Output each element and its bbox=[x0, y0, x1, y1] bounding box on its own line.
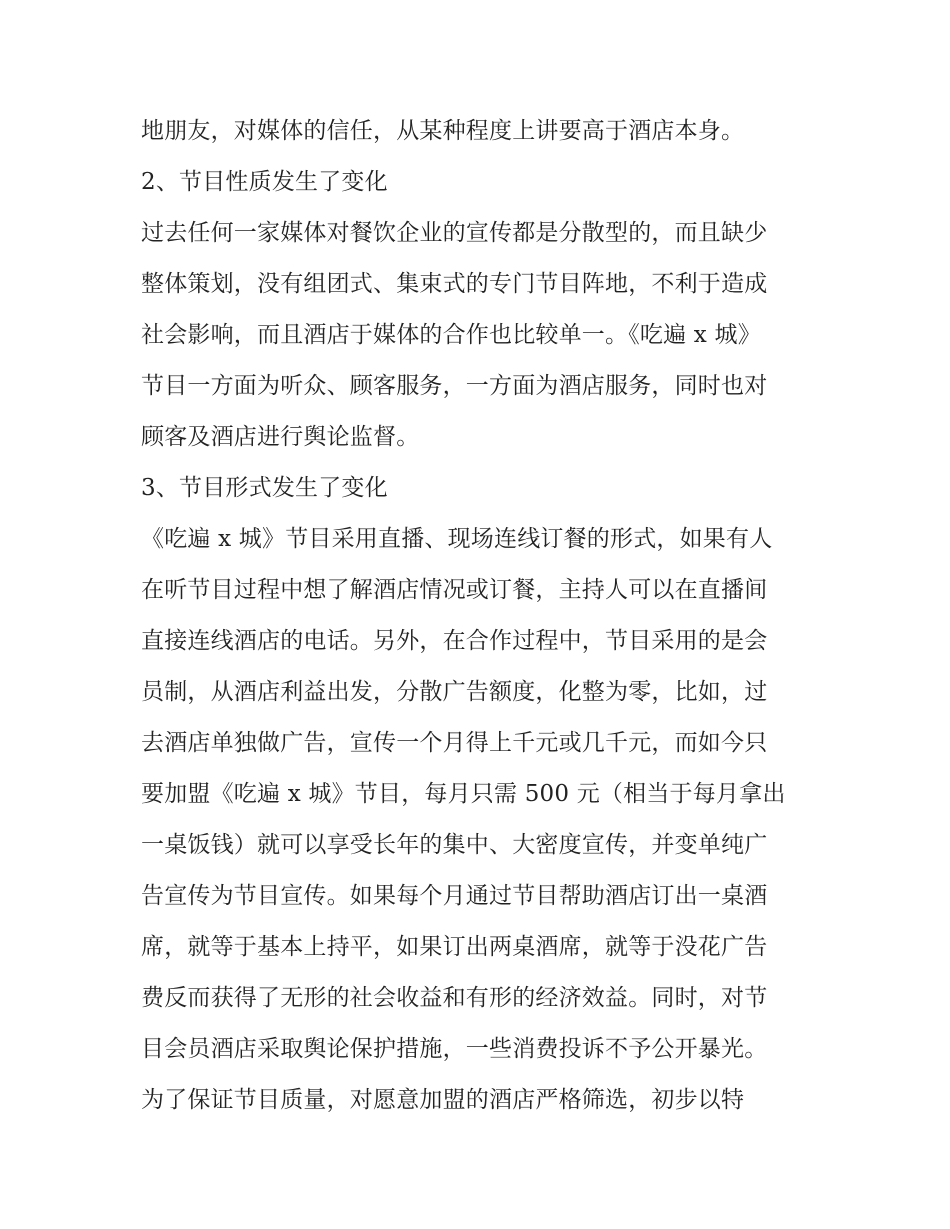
text-line: 顾客及酒店进行舆论监督。 bbox=[141, 424, 420, 450]
section-heading: 2、节目性质发生了变化 bbox=[141, 169, 388, 195]
text-line: 为了保证节目质量，对愿意加盟的酒店严格筛选，初步以特 bbox=[141, 1087, 745, 1113]
text-line: 去酒店单独做广告，宣传一个月得上千元或几千元，而如今只 bbox=[141, 730, 768, 756]
text-line: 员制，从酒店利益出发，分散广告额度，化整为零，比如，过 bbox=[141, 679, 768, 705]
text-line: 社会影响，而且酒店于媒体的合作也比较单一。《吃遍 x 城》 bbox=[141, 322, 761, 348]
text-line: 整体策划，没有组团式、集束式的专门节目阵地，不利于造成 bbox=[141, 271, 768, 297]
text-line: 席，就等于基本上持平，如果订出两桌酒席，就等于没花广告 bbox=[141, 934, 768, 960]
text-line: 节目一方面为听众、顾客服务，一方面为酒店服务，同时也对 bbox=[141, 373, 768, 399]
text-line: 目会员酒店采取舆论保护措施，一些消费投诉不予公开暴光。 bbox=[141, 1036, 768, 1062]
text-line: 《吃遍 x 城》节目采用直播、现场连线订餐的形式，如果有人 bbox=[141, 526, 773, 552]
section-heading: 3、节目形式发生了变化 bbox=[141, 475, 388, 501]
text-line: 费反而获得了无形的社会收益和有形的经济效益。同时，对节 bbox=[141, 985, 768, 1011]
text-line: 在听节目过程中想了解酒店情况或订餐，主持人可以在直播间 bbox=[141, 577, 768, 603]
text-line: 一桌饭钱）就可以享受长年的集中、大密度宣传，并变单纯广 bbox=[141, 832, 768, 858]
text-line: 过去任何一家媒体对餐饮企业的宣传都是分散型的，而且缺少 bbox=[141, 220, 768, 246]
text-line: 地朋友，对媒体的信任，从某种程度上讲要高于酒店本身。 bbox=[141, 118, 745, 144]
text-line: 告宣传为节目宣传。如果每个月通过节目帮助酒店订出一桌酒 bbox=[141, 883, 768, 909]
text-line: 要加盟《吃遍 x 城》节目，每月只需 500 元（相当于每月拿出 bbox=[141, 781, 786, 807]
text-line: 直接连线酒店的电话。另外，在合作过程中，节目采用的是会 bbox=[141, 628, 768, 654]
document-body bbox=[141, 106, 813, 1126]
